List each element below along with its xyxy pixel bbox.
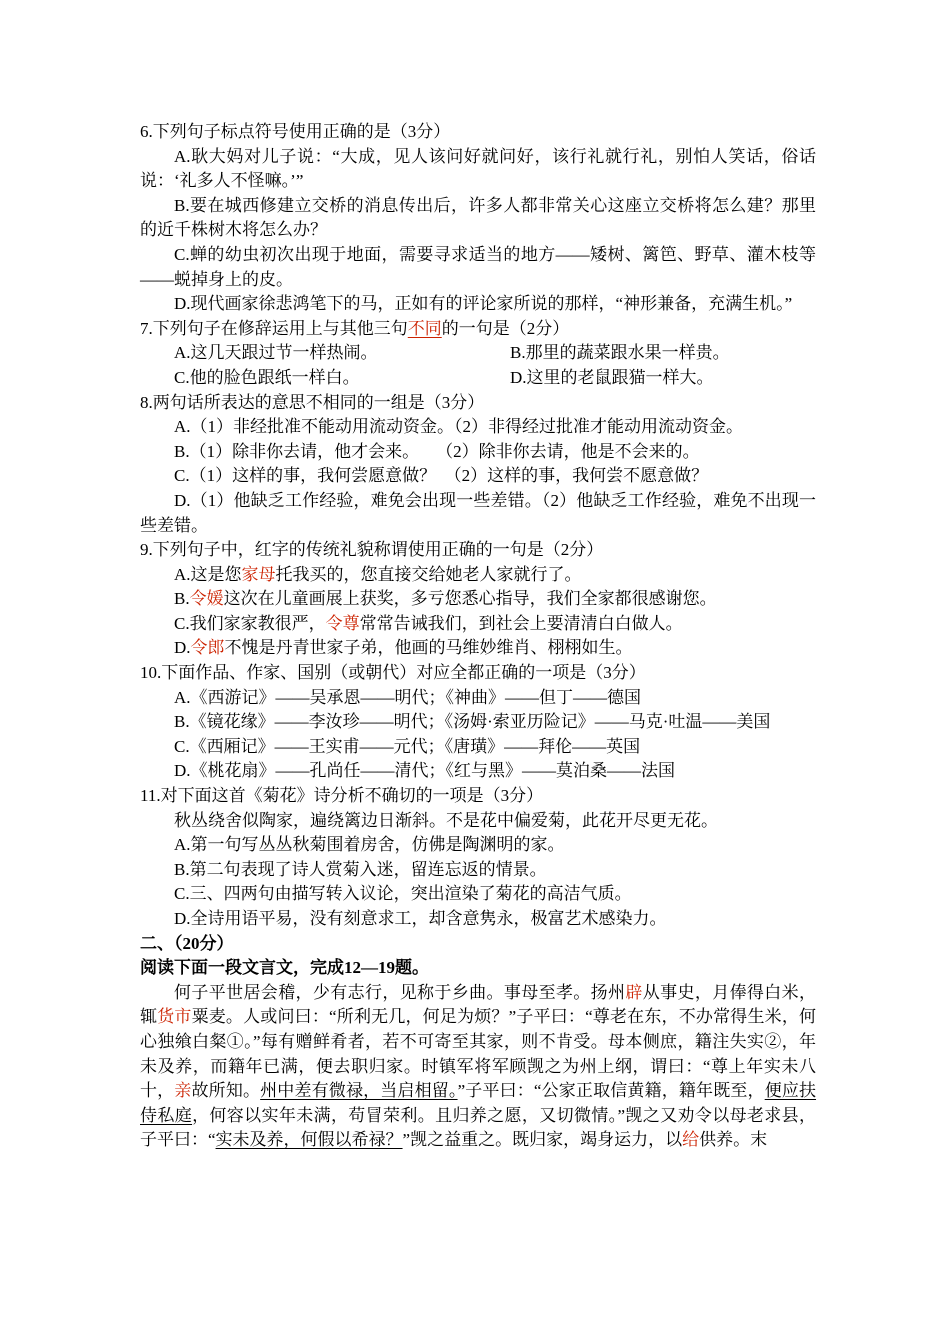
text-segment: B. — [174, 589, 190, 609]
question-10-option-d — [140, 759, 816, 784]
text-segment: A.（1）非经批准不能动用流动资金。（2）非得经过批准才能动用流动资金。 — [174, 417, 744, 437]
question-6-stem — [140, 120, 816, 145]
question-11-poem — [140, 809, 816, 834]
question-11-stem — [140, 784, 816, 809]
red-text: 令郎 — [190, 638, 225, 658]
underlined-text: 州中差有微禄，当启相留。 — [260, 1081, 458, 1101]
text-segment: 托我买的，您直接交给她老人家就行了。 — [275, 564, 582, 584]
classical-passage — [140, 981, 816, 1153]
text-segment: 从事史，月俸得白米，辄 — [140, 982, 817, 1027]
text-segment: D.现代画家徐悲鸿笔下的马，正如有的评论家所说的那样，“神形兼备，充满生机。” — [174, 294, 793, 314]
question-10-option-a — [140, 686, 816, 711]
text-segment: 粟麦。人或问曰：“所利无几，何足为烦？”子平曰：“尊老在东，不办常得生米，何心独飨白粲①。”每有赠鲜肴者，若不可寄至其家，则不肯受。母本侧庶，籍注失实②，年未及养，而籍年已满，便去职归家。时镇军将军顾觊之为州上纲，谓曰：“尊上年实未八十， — [140, 1007, 817, 1101]
text-segment: A.《西游记》——吴承恩——明代；《神曲》——但丁——德国 — [174, 687, 642, 707]
question-7-options-row-1-col-0: A.这几天跟过节一样热闹。 — [174, 343, 378, 363]
question-7-stem — [140, 317, 816, 342]
text-segment: B.第二句表现了诗人赏菊入迷，留连忘返的情景。 — [174, 859, 547, 879]
question-11-option-b — [140, 858, 816, 883]
question-6-option-b — [140, 194, 816, 243]
text-segment: 常常告诫我们，到社会上要清清白白做人。 — [359, 613, 683, 633]
question-11-option-a — [140, 833, 816, 858]
question-8-option-a — [140, 415, 816, 440]
exam-document — [140, 120, 816, 1153]
red-text: 亲 — [174, 1081, 192, 1101]
text-segment: 11.对下面这首《菊花》诗分析不确切的一项是（3分） — [140, 786, 544, 806]
section-2-heading — [140, 932, 816, 957]
question-8-option-c — [140, 464, 816, 489]
text-segment: C.《西厢记》——王实甫——元代；《唐璜》——拜伦——英国 — [174, 736, 641, 756]
question-10-option-b — [140, 710, 816, 735]
question-9-stem — [140, 538, 816, 563]
question-7-options-row-1-col-1: B.那里的蔬菜跟水果一样贵。 — [510, 343, 730, 363]
text-segment: C.蝉的幼虫初次出现于地面，需要寻求适当的地方——矮树、篱笆、野草、灌木枝等——蜕掉身上的皮。 — [140, 244, 816, 289]
question-7-options-row-2-col-0: C.他的脸色跟纸一样白。 — [174, 367, 360, 387]
text-segment: 秋丛绕舍似陶家，遍绕篱边日渐斜。不是花中偏爱菊，此花开尽更无花。 — [174, 810, 718, 830]
text-segment: 何子平世居会稽，少有志行，见称于乡曲。事母至孝。扬州 — [174, 982, 626, 1002]
red-text: 令媛 — [189, 589, 224, 609]
text-segment: C.我们家家教很严， — [174, 613, 326, 633]
text-segment: 10.下面作品、作家、国别（或朝代）对应全都正确的一项是（3分） — [140, 663, 646, 683]
red-text: 给 — [682, 1130, 700, 1150]
text-segment: 阅读下面一段文言文，完成12—19题。 — [140, 958, 429, 978]
text-segment: C.（1）这样的事，我何尝愿意做？ （2）这样的事，我何尝不愿意做？ — [174, 466, 709, 486]
text-segment: ”子平曰：“公家正取信黄籍，籍年既至， — [457, 1081, 765, 1101]
text-segment: B.（1）除非你去请，他才会来。 （2）除非你去请，他是不会来的。 — [174, 441, 700, 461]
text-segment: B.《镜花缘》——李汝珍——明代；《汤姆·索亚历险记》——马克·吐温——美国 — [174, 712, 771, 732]
underlined-text: 便应扶侍私庭 — [140, 1081, 817, 1125]
red-text: 家母 — [241, 564, 276, 584]
text-segment: C.三、四两句由描写转入议论，突出渲染了菊花的高洁气质。 — [174, 884, 632, 904]
question-11-option-c — [140, 882, 816, 907]
text-segment: 供养。末 — [699, 1130, 768, 1150]
red-underlined-text: 不同 — [407, 318, 442, 338]
text-segment: 的一句是（2分） — [441, 318, 570, 338]
text-segment: 6.下列句子标点符号使用正确的是（3分） — [140, 122, 451, 141]
question-7-options-row-2 — [140, 366, 816, 391]
red-text: 货市 — [157, 1007, 192, 1027]
text-segment: 故所知。 — [191, 1081, 261, 1101]
question-6-option-d — [140, 292, 816, 317]
question-11-option-d — [140, 907, 816, 932]
text-segment: ，何容以实年未满，苟冒荣利。且归养之愿，又切微情。”觊之又劝令以母老求县，子平曰：“ — [140, 1105, 817, 1150]
question-7-options-row-2-col-1: D.这里的老鼠跟猫一样大。 — [510, 367, 714, 387]
section-2-instruction — [140, 956, 816, 981]
text-segment: 不愧是丹青世家子弟，他画的马维妙维肖、栩栩如生。 — [224, 638, 633, 658]
question-6-option-c — [140, 243, 816, 292]
text-segment: 二、（20分） — [140, 933, 234, 953]
text-segment: 9.下列句子中，红字的传统礼貌称谓使用正确的一句是（2分） — [140, 540, 604, 560]
underlined-text: 实未及养，何假以希禄？ — [215, 1130, 403, 1150]
text-segment: A.第一句写丛丛秋菊围着房舍，仿佛是陶渊明的家。 — [174, 835, 565, 855]
question-9-option-a — [140, 563, 816, 588]
text-segment: A.这是您 — [174, 564, 242, 584]
text-segment: 7.下列句子在修辞运用上与其他三句 — [140, 318, 408, 338]
question-8-option-d — [140, 489, 816, 538]
red-text: 辟 — [625, 982, 643, 1002]
text-segment: 8.两句话所表达的意思不相同的一组是（3分） — [140, 392, 485, 412]
red-text: 令尊 — [325, 613, 360, 633]
text-segment: D.全诗用语平易，没有刻意求工，却含意隽永，极富艺术感染力。 — [174, 909, 667, 928]
question-10-stem — [140, 661, 816, 686]
text-segment: ”觊之益重之。既归家，竭身运力，以 — [402, 1130, 683, 1150]
question-8-option-b — [140, 440, 816, 465]
text-segment: 这次在儿童画展上获奖，多亏您悉心指导，我们全家都很感谢您。 — [223, 589, 717, 609]
question-10-option-c — [140, 735, 816, 760]
question-9-option-d — [140, 636, 816, 661]
text-segment: D.（1）他缺乏工作经验，难免会出现一些差错。（2）他缺乏工作经验，难免不出现一些差错。 — [140, 490, 816, 535]
question-9-option-c — [140, 612, 816, 637]
question-9-option-b — [140, 587, 816, 612]
question-8-stem — [140, 391, 816, 416]
question-6-option-a — [140, 145, 816, 194]
text-segment: D. — [174, 638, 191, 658]
text-segment: D.《桃花扇》——孔尚任——清代；《红与黑》——莫泊桑——法国 — [174, 761, 676, 781]
text-segment: A.耿大妈对儿子说：“大成，见人该问好就问好，该行礼就行礼，别怕人笑话，俗话说：‘礼多人不怪嘛。’” — [140, 146, 816, 191]
text-segment: B.要在城西修建立交桥的消息传出后，许多人都非常关心这座立交桥将怎么建？那里的近千株树木将怎么办？ — [140, 195, 816, 240]
question-7-options-row-1 — [140, 341, 816, 366]
